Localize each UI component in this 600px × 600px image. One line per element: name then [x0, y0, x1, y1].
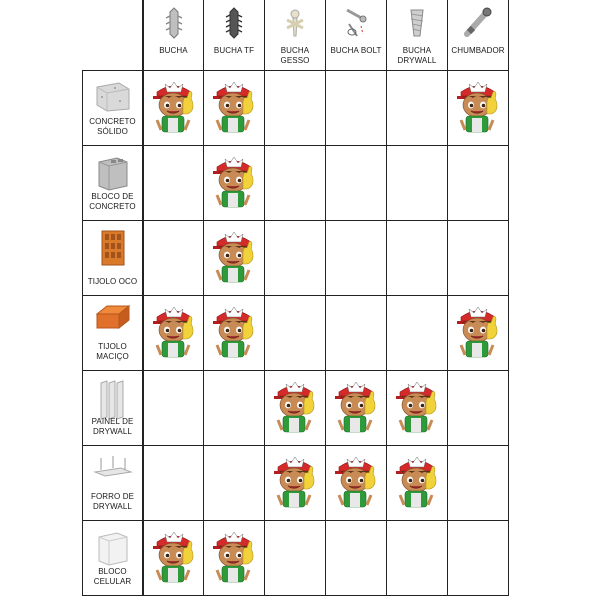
column-header-label: BUCHA: [159, 46, 188, 55]
table-cell: [448, 521, 509, 596]
table-cell: [326, 296, 387, 371]
table-cell: [387, 371, 448, 446]
table-cell: [448, 146, 509, 221]
mascot-thumbs-up-icon: [151, 78, 197, 139]
wall-plug-icon: [163, 6, 185, 45]
table-cell: [143, 71, 204, 146]
sleeve-anchor-icon: [463, 6, 493, 45]
column-header-label: BUCHA GESSO: [280, 46, 310, 65]
row-header: [82, 221, 143, 296]
table-cell: [204, 296, 265, 371]
table-cell: [326, 521, 387, 596]
table-cell: [326, 71, 387, 146]
solid-brick-icon: [93, 302, 133, 337]
table-cell: [448, 296, 509, 371]
table-corner: [82, 0, 143, 71]
table-cell: [204, 146, 265, 221]
table-cell: [265, 446, 326, 521]
mascot-thumbs-up-icon: [455, 78, 501, 139]
drywall-ceiling-icon: [91, 452, 135, 487]
table-cell: [448, 221, 509, 296]
column-header-label: BUCHA DRYWALL: [397, 46, 437, 65]
wall-plug-tf-icon: [223, 6, 245, 45]
table-cell: [265, 521, 326, 596]
mascot-thumbs-up-icon: [272, 378, 318, 439]
column-header: [204, 0, 265, 71]
mascot-thumbs-up-icon: [211, 528, 257, 589]
row-header: [82, 446, 143, 521]
table-cell: [448, 371, 509, 446]
mascot-thumbs-up-icon: [333, 378, 379, 439]
mascot-thumbs-up-icon: [211, 228, 257, 289]
table-cell: [265, 221, 326, 296]
row-header: [82, 296, 143, 371]
row-header: [82, 371, 143, 446]
mascot-thumbs-up-icon: [211, 153, 257, 214]
column-header: [326, 0, 387, 71]
gypsum-anchor-icon: [283, 6, 307, 45]
table-cell: [143, 521, 204, 596]
mascot-thumbs-up-icon: [151, 303, 197, 364]
table-cell: [387, 296, 448, 371]
table-cell: [265, 371, 326, 446]
table-cell: [448, 446, 509, 521]
table-cell: [143, 221, 204, 296]
table-cell: [143, 146, 204, 221]
table-cell: [326, 221, 387, 296]
row-header-label: BLOCO DE CONCRETO: [89, 192, 136, 211]
table-cell: [204, 371, 265, 446]
mascot-thumbs-up-icon: [211, 303, 257, 364]
mascot-thumbs-up-icon: [151, 528, 197, 589]
table-cell: [265, 146, 326, 221]
table-cell: [204, 521, 265, 596]
row-header: [82, 521, 143, 596]
mascot-thumbs-up-icon: [394, 378, 440, 439]
table-cell: [265, 296, 326, 371]
row-header-label: TIJOLO OCO: [87, 277, 138, 286]
column-header: [143, 0, 204, 71]
row-header-label: FORRO DE DRYWALL: [90, 492, 135, 511]
table-cell: [387, 221, 448, 296]
mascot-thumbs-up-icon: [211, 78, 257, 139]
column-header-label: BUCHA TF: [213, 46, 255, 55]
table-cell: [265, 71, 326, 146]
column-header: [387, 0, 448, 71]
table-cell: [204, 446, 265, 521]
row-header: [82, 146, 143, 221]
drywall-anchor-icon: [405, 6, 429, 45]
table-cell: [448, 71, 509, 146]
table-cell: [326, 446, 387, 521]
table-cell: [143, 446, 204, 521]
table-cell: [143, 371, 204, 446]
column-header: [265, 0, 326, 71]
table-cell: [143, 296, 204, 371]
table-cell: [326, 146, 387, 221]
table-cell: [204, 71, 265, 146]
table-cell: [387, 446, 448, 521]
mascot-thumbs-up-icon: [394, 453, 440, 514]
mascot-thumbs-up-icon: [455, 303, 501, 364]
hollow-brick-icon: [98, 227, 128, 274]
table-cell: [387, 521, 448, 596]
column-header: [448, 0, 509, 71]
column-header-label: CHUMBADOR: [451, 46, 505, 55]
row-header: [82, 71, 143, 146]
table-cell: [204, 221, 265, 296]
table-cell: [387, 71, 448, 146]
table-cell: [326, 371, 387, 446]
mascot-thumbs-up-icon: [272, 453, 318, 514]
row-header-label: BLOCO CELULAR: [93, 567, 132, 586]
column-header-label: BUCHA BOLT: [330, 46, 382, 55]
table-cell: [387, 146, 448, 221]
solid-concrete-icon: [93, 77, 133, 118]
cellular-block-icon: [93, 527, 133, 572]
mascot-thumbs-up-icon: [333, 453, 379, 514]
row-header-label: TIJOLO MACIÇO: [96, 342, 129, 361]
compatibility-table: [82, 0, 600, 596]
row-header-label: CONCRETO SÓLIDO: [89, 117, 136, 136]
row-header-label: PAINEL DE DRYWALL: [91, 417, 134, 436]
toggle-bolt-icon: [343, 6, 369, 45]
concrete-block-icon: [93, 152, 133, 197]
